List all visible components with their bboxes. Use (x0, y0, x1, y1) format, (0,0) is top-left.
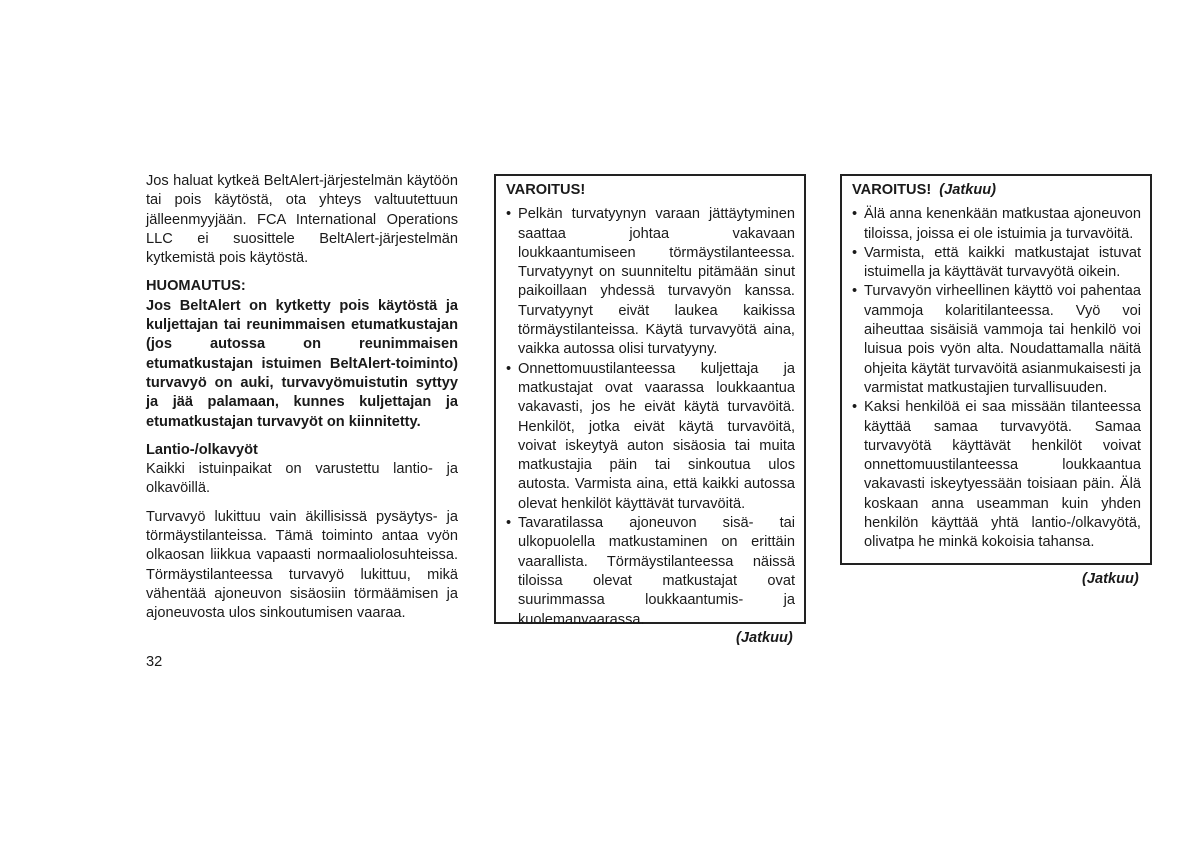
warning-title: VAROITUS! (506, 182, 586, 198)
bullet-icon: • (506, 206, 512, 223)
left-column (146, 172, 458, 624)
bullet-icon: • (852, 206, 858, 223)
bullet-icon: • (506, 515, 512, 532)
list-item (852, 282, 1141, 398)
intro-paragraph: Jos haluat kytkeä BeltAlert-järjestelmän käytöön tai pois käytöstä, ota yhteys valtuutettuun jälleenmyyjään. FCA International Operations LLC ei suosittele BeltAlert-järjestelmän kytkemistä pois käytöstä. (146, 173, 458, 267)
continued-label: (Jatkuu) (1082, 571, 1139, 587)
list-item (852, 398, 1141, 552)
list-item (852, 244, 1141, 283)
list-item-text: Varmista, että kaikki matkustajat istuvat istuimella ja käyttävät turvavyötä oikein. (864, 244, 1141, 281)
list-item-text: Älä anna kenenkään matkustaa ajoneuvon tiloissa, joissa ei ole istuimia ja turvavöitä. (864, 206, 1141, 242)
list-item (506, 514, 795, 630)
list-item (852, 205, 1141, 244)
note-label: HUOMAUTUS: (146, 278, 246, 295)
section-text: Kaikki istuinpaikat on varustettu lantio- ja olkavöillä. (146, 461, 458, 497)
bullet-icon: • (852, 244, 858, 261)
list-item-text: Kaksi henkilöä ei saa missään tilanteessa käyttää samaa turvavyötä. Samaa turvavyötä käyttävät henkilöt voivat onnettomuustilanteessa loukkaantua vakavasti iskeytyessään toisiaan päin. Älä koskaan anna useamman kuin yhden henkilön käyttää yhtä lantio-/olkavyötä, olivatpa he minkä kokoisia tahansa. (864, 399, 1141, 551)
list-item (506, 205, 795, 359)
note-text: Jos BeltAlert on kytketty pois käytöstä ja kuljettajan tai reunimmaisen etumatkustajan (jos autossa on reunimmaisen etumatkustajan istuimen BeltAlert-toiminto) turvavyö on auki, turvavyömuistutin syttyy ja jää palamaan, kunnes kuljettajan ja etumatkustajan turvavyöt on kiinnitetty. (146, 297, 458, 430)
warning-title-text: VAROITUS! (852, 182, 932, 198)
bullet-icon: • (852, 283, 858, 300)
continued-label: (Jatkuu) (736, 630, 793, 646)
list-item-text: Pelkän turvatyynyn varaan jättäytyminen saattaa johtaa vakavaan loukkaantumiseen törmäystilanteessa. Turvatyynyt on suunniteltu pitämään sinut paikoillaan yhdessä turvavyön kanssa. Turvatyynyt eivät laukea kaikissa törmäystilanteissa. Käytä turvavyötä aina, vaikka autossa olisi turvatyyny. (518, 206, 795, 358)
list-item (506, 360, 795, 514)
warning-title-continued: (Jatkuu) (939, 182, 997, 198)
bullet-icon: • (506, 360, 512, 377)
lock-paragraph: Turvavyö lukittuu vain äkillisissä pysäytys- ja törmäystilanteissa. Tämä toiminto antaa vyön olkaosan liikkua vapaasti normaaliolosuhteissa. Törmäystilanteessa turvavyö lukittuu, mikä vähentää ajoneuvon sisäosiin törmäämisen ja ajoneuvosta ulos sinkoutumisen vaaraa. (146, 508, 458, 622)
list-item-text: Turvavyön virheellinen käyttö voi pahentaa vammoja kolaritilanteessa. Vyö voi aiheuttaa sisäisiä vammoja tai henkilö voi luisua pois vyön alta. Noudattamalla näitä ohjeita käytät turvavöitä asianmukaisesti ja varmistat matkustajien turvallisuuden. (864, 283, 1141, 396)
bullet-icon: • (852, 399, 858, 416)
warning-box-1 (494, 174, 806, 628)
list-item-text: Tavaratilassa ajoneuvon sisä- tai ulkopuolella matkustaminen on erittäin vaarallista. Törmäystilanteessa näissä tiloissa olevat matkustajat ovat suurimmassa loukkaantumis- ja kuolemanvaarassa. (518, 515, 795, 628)
warning-title (852, 181, 1141, 200)
warning-box-2 (840, 174, 1152, 565)
section-heading: Lantio-/olkavyöt (146, 441, 258, 458)
list-item-text: Onnettomuustilanteessa kuljettaja ja matkustajat ovat vaarassa loukkaantua vakavasti, jos he eivät käytä turvavöitä. Henkilöt, jotka eivät käytä turvavöitä, voivat iskeytyä auton sisäosia tai muita matkustajia päin tai sinkoutua ulos autosta. Varmista aina, että kaikki autossa olevat henkilöt käyttävät turvavöitä. (518, 360, 795, 512)
page-number: 32 (146, 654, 163, 670)
